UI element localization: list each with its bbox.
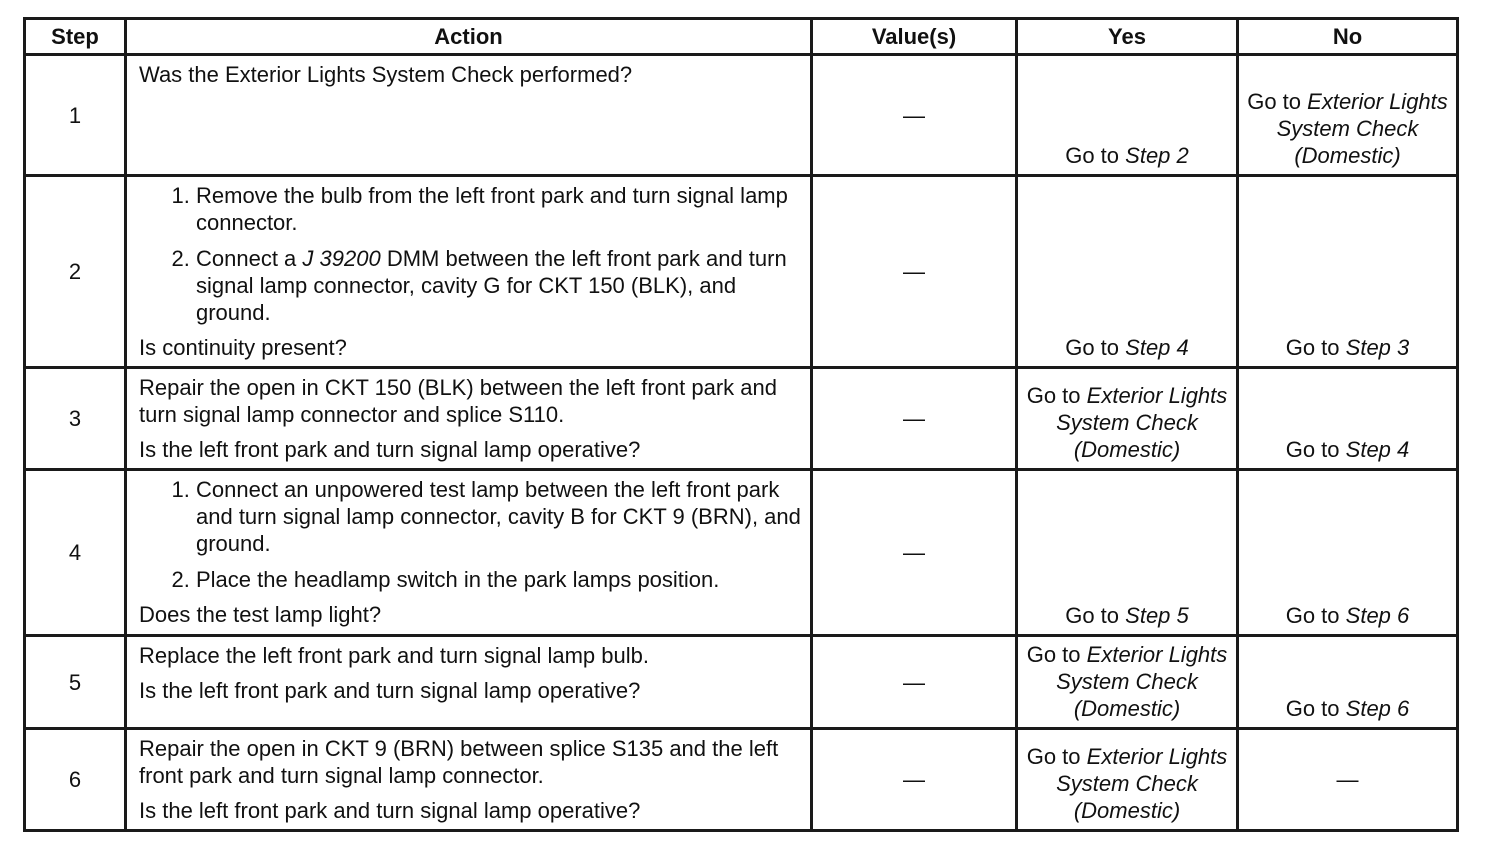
question-text: Does the test lamp light?: [139, 602, 382, 627]
header-row: [25, 19, 1458, 55]
table-row: [25, 55, 1458, 176]
step-number: 4: [25, 470, 126, 636]
procedure-link[interactable]: Exterior Lights System Check (Domestic): [1056, 383, 1228, 462]
header-step: Step: [25, 19, 126, 55]
action-text: Replace the left front park and turn signal lamp bulb.: [139, 643, 649, 668]
action-text: Repair the open in CKT 150 (BLK) between the left front park and turn signal lamp connector and splice S110.: [139, 375, 777, 427]
step-link[interactable]: Step 6: [1345, 696, 1410, 721]
instruction-text: DMM between the left front park and turn signal lamp connector, cavity G for CKT 150 (BLK), and ground.: [196, 246, 787, 325]
step-link[interactable]: Step 2: [1125, 143, 1189, 168]
question-text: Is the left front park and turn signal lamp operative?: [139, 678, 641, 703]
step-link[interactable]: Step 5: [1125, 603, 1189, 628]
step-number: 6: [25, 729, 126, 831]
action-cell: [126, 470, 812, 636]
no-cell: [1238, 55, 1458, 176]
go-to-label: Go to: [1026, 744, 1081, 769]
no-cell: [1238, 176, 1458, 368]
value-cell: —: [812, 368, 1017, 470]
action-text: Was the Exterior Lights System Check performed?: [139, 62, 633, 87]
yes-cell: [1017, 636, 1238, 729]
procedure-link[interactable]: Exterior Lights System Check (Domestic): [1056, 744, 1228, 823]
question-text: Is continuity present?: [139, 335, 347, 360]
step-link[interactable]: Step 4: [1125, 335, 1189, 360]
yes-cell: [1017, 470, 1238, 636]
go-to-label: Go to: [1247, 89, 1302, 114]
step-number: 3: [25, 368, 126, 470]
go-to-label: Go to: [1065, 603, 1120, 628]
instruction-list: [139, 476, 802, 593]
action-text: Repair the open in CKT 9 (BRN) between splice S135 and the left front park and turn signal lamp connector.: [139, 736, 779, 788]
table-row: [25, 176, 1458, 368]
question-text: Is the left front park and turn signal lamp operative?: [139, 798, 641, 823]
go-to-label: Go to: [1285, 437, 1340, 462]
yes-cell: [1017, 729, 1238, 831]
step-number: 2: [25, 176, 126, 368]
instruction-item: 1. Remove the bulb from the left front park and turn signal lamp connector.: [196, 182, 802, 236]
header-action: Action: [126, 19, 812, 55]
go-to-label: Go to: [1026, 383, 1081, 408]
no-cell: —: [1238, 729, 1458, 831]
table-row: [25, 729, 1458, 831]
instruction-item: [196, 245, 802, 326]
instruction-item: 2. Place the headlamp switch in the park lamps position.: [196, 566, 802, 593]
value-cell: —: [812, 470, 1017, 636]
go-to-label: Go to: [1285, 696, 1340, 721]
diagnostic-table: [23, 17, 1459, 832]
instruction-list: [139, 182, 802, 326]
go-to-label: Go to: [1065, 143, 1120, 168]
action-cell: [126, 368, 812, 470]
tool-reference: J 39200: [302, 246, 381, 271]
yes-cell: [1017, 176, 1238, 368]
instruction-item: 1. Connect an unpowered test lamp between the left front park and turn signal lamp connector, cavity B for CKT 9 (BRN), and ground.: [196, 476, 802, 557]
no-cell: [1238, 636, 1458, 729]
yes-cell: [1017, 368, 1238, 470]
step-link[interactable]: Step 3: [1345, 335, 1410, 360]
value-cell: —: [812, 55, 1017, 176]
instruction-text: Connect a: [196, 246, 297, 271]
action-cell: [126, 729, 812, 831]
question-text: Is the left front park and turn signal lamp operative?: [139, 437, 641, 462]
step-link[interactable]: Step 6: [1345, 603, 1410, 628]
no-cell: [1238, 470, 1458, 636]
value-cell: —: [812, 176, 1017, 368]
action-cell: [126, 636, 812, 729]
step-number: 1: [25, 55, 126, 176]
step-number: 5: [25, 636, 126, 729]
action-cell: [126, 176, 812, 368]
go-to-label: Go to: [1065, 335, 1120, 360]
action-cell: [126, 55, 812, 176]
go-to-label: Go to: [1285, 603, 1340, 628]
header-no: No: [1238, 19, 1458, 55]
yes-cell: [1017, 55, 1238, 176]
go-to-label: Go to: [1285, 335, 1340, 360]
header-yes: Yes: [1017, 19, 1238, 55]
value-cell: —: [812, 729, 1017, 831]
table-row: [25, 636, 1458, 729]
step-link[interactable]: Step 4: [1345, 437, 1410, 462]
value-cell: —: [812, 636, 1017, 729]
no-cell: [1238, 368, 1458, 470]
procedure-link[interactable]: Exterior Lights System Check (Domestic): [1056, 642, 1228, 721]
go-to-label: Go to: [1026, 642, 1081, 667]
table-row: [25, 470, 1458, 636]
procedure-link[interactable]: Exterior Lights System Check (Domestic): [1276, 89, 1448, 168]
header-values: Value(s): [812, 19, 1017, 55]
table-row: [25, 368, 1458, 470]
